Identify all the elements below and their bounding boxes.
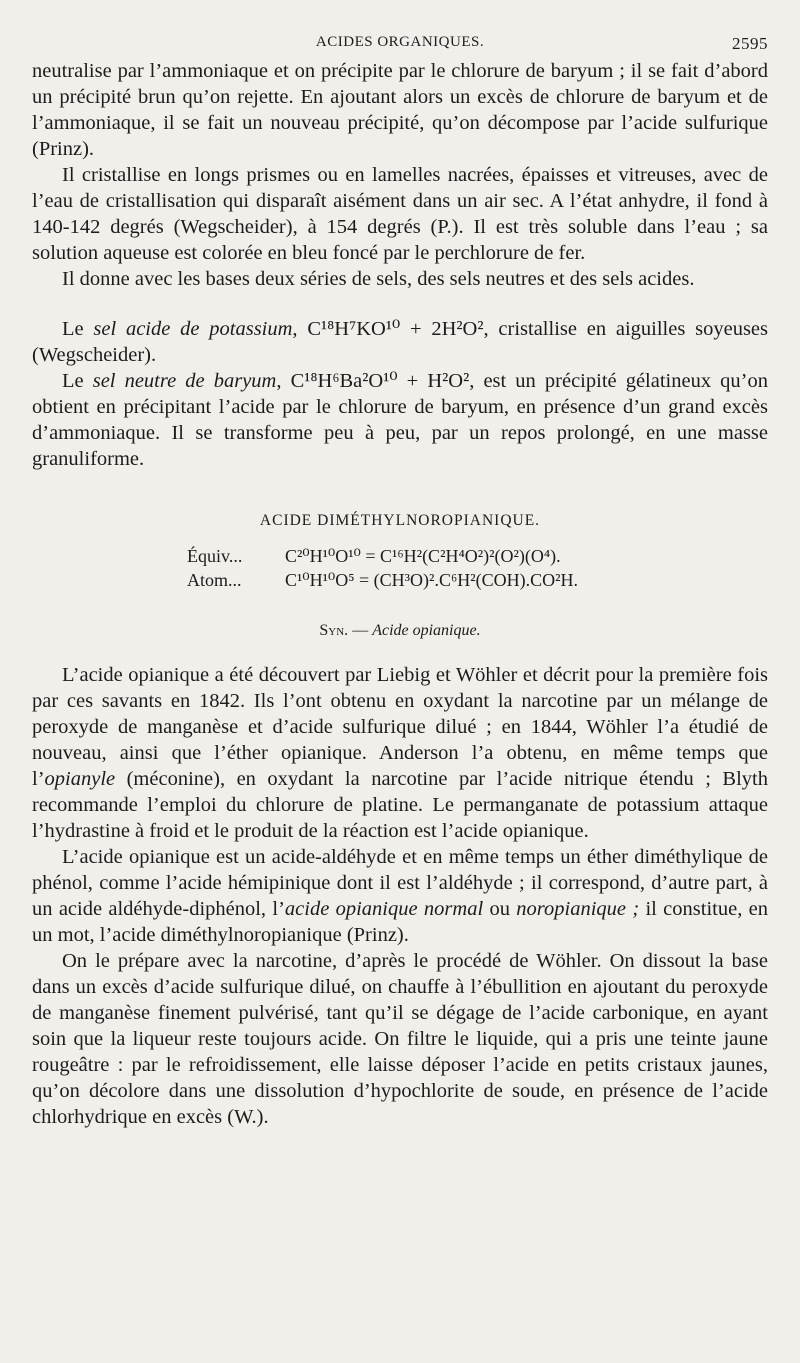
text-part-2: ou <box>483 898 517 920</box>
book-page <box>32 30 768 1130</box>
spacer <box>32 292 768 316</box>
formula-row-atom <box>187 568 768 592</box>
equiv-formula: C²⁰H¹⁰O¹⁰ = C¹⁶H²(C²H⁴O²)²(O²)(O⁴). <box>285 546 561 566</box>
atom-label: Atom... <box>187 570 242 590</box>
formula-barium: C¹⁸H⁶Ba²O¹⁰ + H²O² <box>290 370 470 392</box>
equiv-label: Équiv... <box>187 546 243 566</box>
section-title: ACIDE DIMÉTHYLNOROPIANIQUE. <box>259 512 541 529</box>
text-rest: , est un précipité gélatineux qu’on obtient en précipitant l’acide par le chlorure de baryum, en présence d’un grand excès d’ammoniaque. Il se transforme peu à peu, par un repos prolongé, en une masse granuliforme. <box>32 370 769 470</box>
term-sel-acide: sel acide de potassium <box>93 318 293 340</box>
atom-formula: C¹⁰H¹⁰O⁵ = (CH³O)².C⁶H²(COH).CO²H. <box>285 570 579 590</box>
text-prefix: Le <box>62 370 93 392</box>
paragraph-barium-salt <box>32 368 768 472</box>
paragraph-structure <box>32 844 768 948</box>
formula-potassium: C¹⁸H⁷KO¹⁰ + 2H²O² <box>307 318 484 340</box>
paragraph-discovery <box>32 662 768 844</box>
term-sel-neutre: sel neutre de baryum <box>92 370 277 392</box>
text-part-1: L’acide opianique est un acide-aldéhyde et en même temps un éther diméthylique de phénol, comme l’acide hémipinique dont il est l’aldéhyde ; il correspond, d’autre part, à un acide aldéhyde-diphénol, l’ <box>32 846 768 920</box>
text-rest: (méconine), en oxydant la narcotine par l’acide nitrique étendu ; Blyth recommande l’emploi du chlorure de platine. Le permanganate de potassium attaque l’hydrastine à froid et le produit de la réaction est l’acide opianique. <box>32 768 768 842</box>
term-opianyle: opianyle <box>44 768 116 790</box>
paragraph-2: Il cristallise en longs prismes ou en lamelles nacrées, épaisses et vitreuses, avec de l’eau de cristallisation qui disparaît aisément dans un air sec. A l’état anhydre, il fond à 140-142 degrés (Wegscheider), à 154 degrés (P.). Il est très soluble dans l’eau ; sa solution aqueuse est colorée en bleu foncé par le perchlorure de fer. <box>32 164 768 264</box>
term-noropianique: noropianique ; <box>516 898 640 920</box>
punct: , <box>292 318 308 340</box>
paragraph-1: neutralise par l’ammoniaque et on précipite par le chlorure de baryum ; il se fait d’abord un précipité brun qu’on rejette. En ajoutant alors un excès de chlorure de baryum et de l’ammoniaque, il se fait un nouveau précipité, qu’on décompose par l’acide sulfurique (Prinz). <box>32 60 768 160</box>
text-body: L’acide opianique a été découvert par Liebig et Wöhler et décrit pour la première fois par ces savants en 1842. Ils l’ont obtenu en oxydant la narcotine par un mélange de peroxyde de manganèse et d’acide sulfurique dilué ; en 1844, Wöhler l’a étudié de nouveau, ainsi que l’éther opianique. Anderson l’a obtenu, en même temps que l’ <box>32 664 768 790</box>
punct: , <box>276 370 291 392</box>
synonym-line <box>32 622 768 640</box>
syn-dash: — <box>348 622 373 639</box>
formula-row-equiv <box>187 544 768 568</box>
formula-table <box>187 544 768 592</box>
text-rest: , cristallise en aiguilles soyeuses (Wegscheider). <box>32 318 768 366</box>
page-header <box>32 30 768 58</box>
text-prefix: Le <box>62 318 94 340</box>
term-acide-opianique-normal: acide opianique normal <box>284 898 484 920</box>
text-part-3: il constitue, en un mot, l’acide diméthylnoropianique (Prinz). <box>32 898 768 946</box>
paragraph-potassium-salt <box>32 316 768 368</box>
paragraph-3: Il donne avec les bases deux séries de sels, des sels neutres et des sels acides. <box>62 268 695 290</box>
page-number: 2595 <box>732 34 768 53</box>
running-title: ACIDES ORGANIQUES. <box>315 34 485 50</box>
paragraph-preparation: On le prépare avec la narcotine, d’après le procédé de Wöhler. On dissout la base dans un excès d’acide sulfurique dilué, on chauffe à l’ébullition en ajoutant du peroxyde de manganèse finement pulvérisé, tant qu’il se dégage de l’acide carbonique, en ayant soin que la liqueur reste toujours acide. On filtre le liquide, qui a pris une teinte jaune rougeâtre : par le refroidissement, elle laisse déposer l’acide en petits cristaux jaunes, qu’on décolore dans une dissolution d’hypochlorite de soude, en présence de l’acide chlorhydrique en excès (W.). <box>32 950 768 1128</box>
syn-name: Acide opianique. <box>372 622 481 639</box>
syn-label: Syn. <box>319 622 349 639</box>
